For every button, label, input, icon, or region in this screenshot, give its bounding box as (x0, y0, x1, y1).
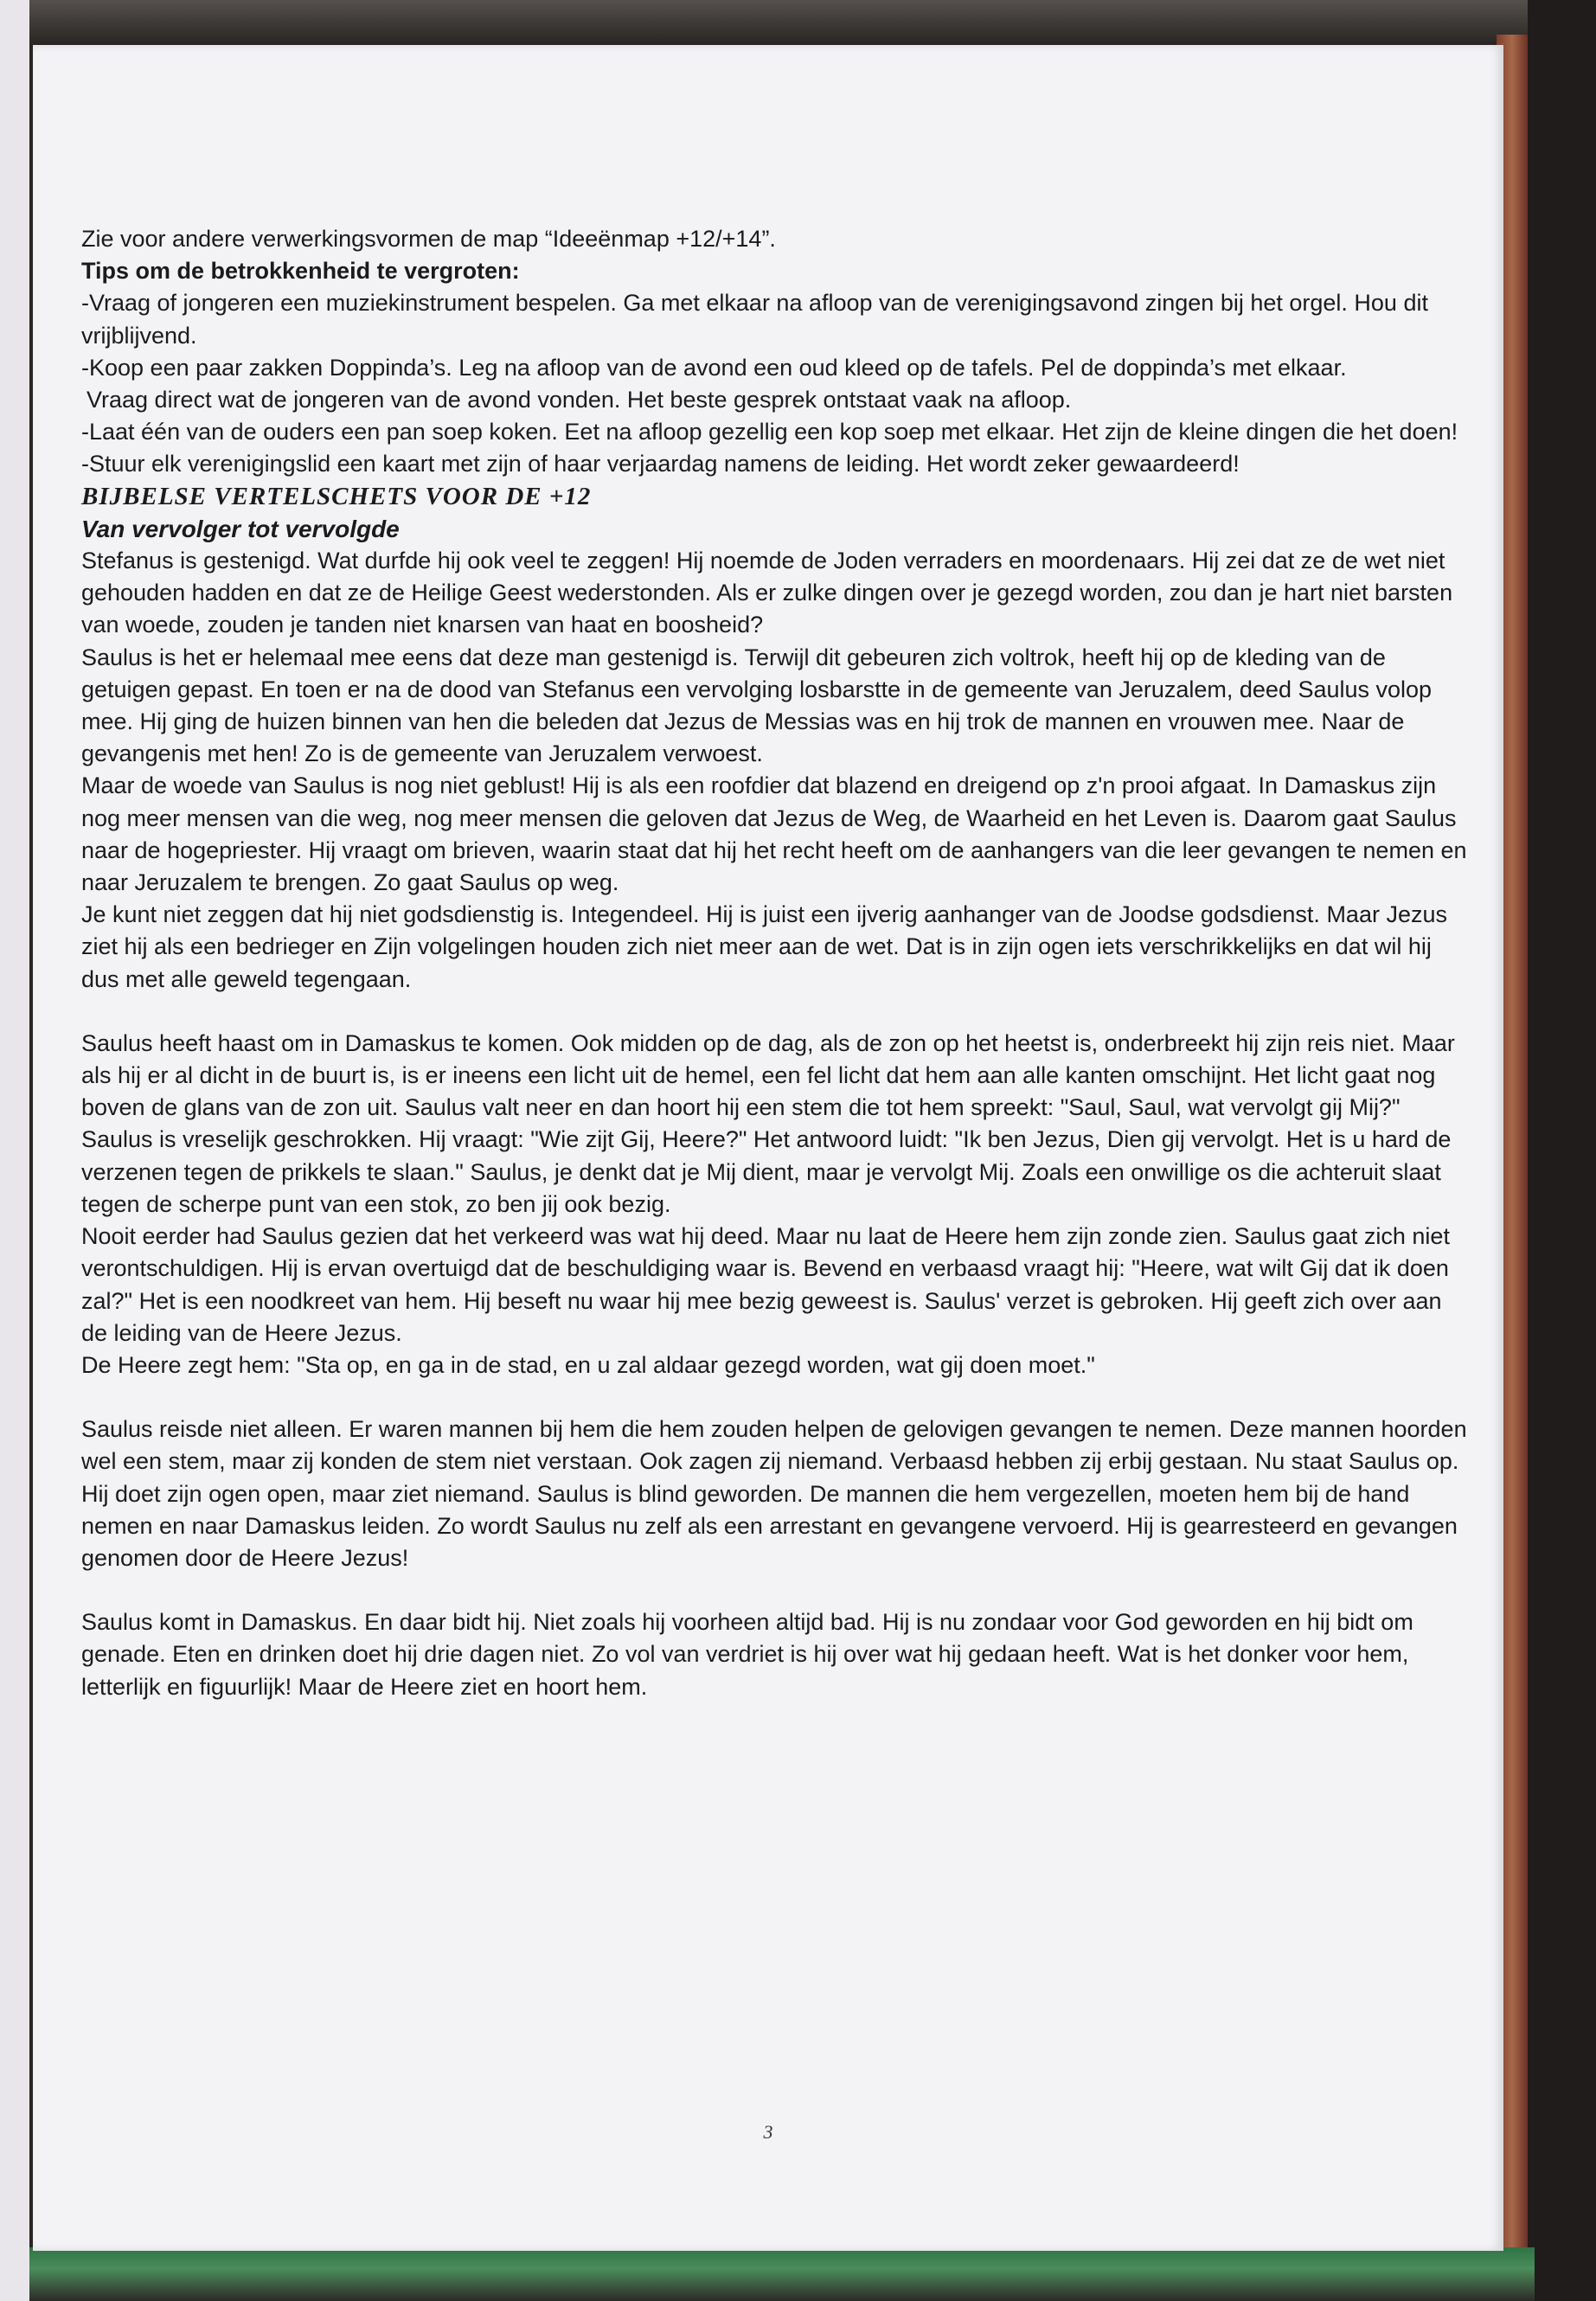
story-paragraph: Stefanus is gestenigd. Wat durfde hij ook veel te zeggen! Hij noemde de Joden verraders en moordenaars. Hij zei dat ze de wet niet gehouden hadden en dat ze de Heilige Geest wederstonden. Als er zulke dingen over je gezegd worden, zou dan je hart niet barsten van woede, zouden je tanden niet knarsen van haat en boosheid? (81, 548, 1453, 638)
section-title: BIJBELSE VERTELSCHETS VOOR DE +12 (81, 482, 592, 510)
document-page (33, 45, 1503, 2251)
tips-heading: Tips om de betrokkenheid te vergroten: (81, 258, 520, 285)
book-bottom-edge (29, 2247, 1535, 2301)
tip-item: Vraag direct wat de jongeren van de avond vonden. Het beste gesprek ontstaat vaak na afloop. (87, 387, 1072, 413)
tip-item: -Laat één van de ouders een pan soep koken. Eet na afloop gezellig een kop soep met elkaar. Het zijn de kleine dingen die het doen! (81, 419, 1458, 445)
story-paragraph: Maar de woede van Saulus is nog niet geblust! Hij is als een roofdier dat blazend en dreigend op z'n prooi afgaat. In Damaskus zijn nog meer mensen van die weg, nog meer mensen die geloven dat Jezus de Weg, de Waarheid en het Leven is. Daarom gaat Saulus naar de hogepriester. Hij vraagt om brieven, waarin staat dat hij het recht heeft om de aanhangers van die leer gevangen te nemen en naar Jeruzalem te brengen. Zo gaat Saulus op weg. (81, 772, 1467, 896)
story-paragraph: Saulus komt in Damaskus. En daar bidt hij. Niet zoals hij voorheen altijd bad. Hij is nu zondaar voor God geworden en hij bidt om genade. Eten en drinken doet hij drie dagen niet. Zo vol van verdriet is hij over wat hij gedaan heeft. Wat is het donker voor hem, letterlijk en figuurlijk! Maar de Heere ziet en hoort hem. (81, 1609, 1413, 1700)
scan-border-left (0, 0, 29, 2301)
story-paragraph: Nooit eerder had Saulus gezien dat het verkeerd was wat hij deed. Maar nu laat de Heere hem zijn zonde zien. Saulus gaat zich niet verontschuldigen. Hij is ervan overtuigd dat de beschuldiging waar is. Bevend en verbaasd vraagt hij: "Heere, wat wilt Gij dat ik doen zal?" Het is een noodkreet van hem. Hij beseft nu waar hij mee bezig geweest is. Saulus' verzet is gebroken. Hij geeft zich over aan de leiding van de Heere Jezus. (81, 1223, 1450, 1346)
story-paragraph: De Heere zegt hem: "Sta op, en ga in de stad, en u zal aldaar gezegd worden, wat gij doen moet." (81, 1351, 1095, 1378)
story-paragraph: Je kunt niet zeggen dat hij niet godsdienstig is. Integendeel. Hij is juist een ijverig aanhanger van de Joodse godsdienst. Maar Jezus ziet hij als een bedrieger en Zijn volgelingen houden zich niet meer aan de wet. Dat is in zijn ogen iets verschrikkelijks en dat wil hij dus met alle geweld tegengaan. (81, 901, 1447, 992)
page-content (81, 223, 1471, 1703)
scan-border-top (29, 0, 1596, 42)
scan-border-right (1528, 0, 1596, 2301)
story-paragraph: Saulus reisde niet alleen. Er waren mannen bij hem die hem zouden helpen de gelovigen gevangen te nemen. Deze mannen hoorden wel een stem, maar zij konden de stem niet verstaan. Ook zagen zij niemand. Verbaasd hebben zij erbij gestaan. Nu staat Saulus op. Hij doet zijn ogen open, maar ziet niemand. Saulus is blind geworden. De mannen die hem vergezellen, moeten hem bij de hand nemen en naar Damaskus leiden. Zo wordt Saulus nu zelf als een arrestant en gevangene vervoerd. Hij is gearresteerd en gevangen genomen door de Heere Jezus! (81, 1416, 1467, 1571)
story-paragraph: Saulus is het er helemaal mee eens dat deze man gestenigd is. Terwijl dit gebeuren zich voltrok, heeft hij op de kleding van de getuigen gepast. En toen er na de dood van Stefanus een vervolging losbarstte in de gemeente van Jeruzalem, deed Saulus volop mee. Hij ging de huizen binnen van hen die beleden dat Jezus de Messias was en hij trok de mannen en vrouwen mee. Naar de gevangenis met hen! Zo is de gemeente van Jeruzalem verwoest. (81, 644, 1433, 767)
paragraph-gap (81, 1381, 1471, 1413)
intro-line: Zie voor andere verwerkingsvormen de map “Ideeënmap +12/+14”. (81, 226, 776, 252)
paragraph-gap (81, 996, 1471, 1028)
page-number: 3 (763, 2121, 773, 2143)
tip-item: -Koop een paar zakken Doppinda’s. Leg na afloop van de avond een oud kleed op de tafels. Pel de doppinda’s met elkaar. (81, 354, 1347, 381)
tip-item: -Vraag of jongeren een muziekinstrument bespelen. Ga met elkaar na afloop van de verenigingsavond zingen bij het orgel. Hou dit vrijblijvend. (81, 290, 1428, 349)
story-subtitle: Van vervolger tot vervolgde (81, 515, 400, 542)
tip-item: -Stuur elk verenigingslid een kaart met zijn of haar verjaardag namens de leiding. Het wordt zeker gewaardeerd! (81, 451, 1240, 478)
story-paragraph: Saulus heeft haast om in Damaskus te komen. Ook midden op de dag, als de zon op het heetst is, onderbreekt hij zijn reis niet. Maar als hij er al dicht in de buurt is, is er ineens een licht uit de hemel, een fel licht dat hem aan alle kanten omschijnt. Het licht gaat nog boven de glans van de zon uit. Saulus valt neer en dan hoort hij een stem die tot hem spreekt: "Saul, Saul, wat vervolgt gij Mij?" Saulus is vreselijk geschrokken. Hij vraagt: "Wie zijt Gij, Heere?" Het antwoord luidt: "Ik ben Jezus, Dien gij vervolgt. Het is u hard de verzenen tegen de prikkels te slaan." Saulus, je denkt dat je Mij dient, maar je vervolgt Mij. Zoals een onwillige os die achteruit slaat tegen de scherpe punt van een stok, zo ben jij ook bezig. (81, 1029, 1455, 1217)
paragraph-gap (81, 1574, 1471, 1606)
